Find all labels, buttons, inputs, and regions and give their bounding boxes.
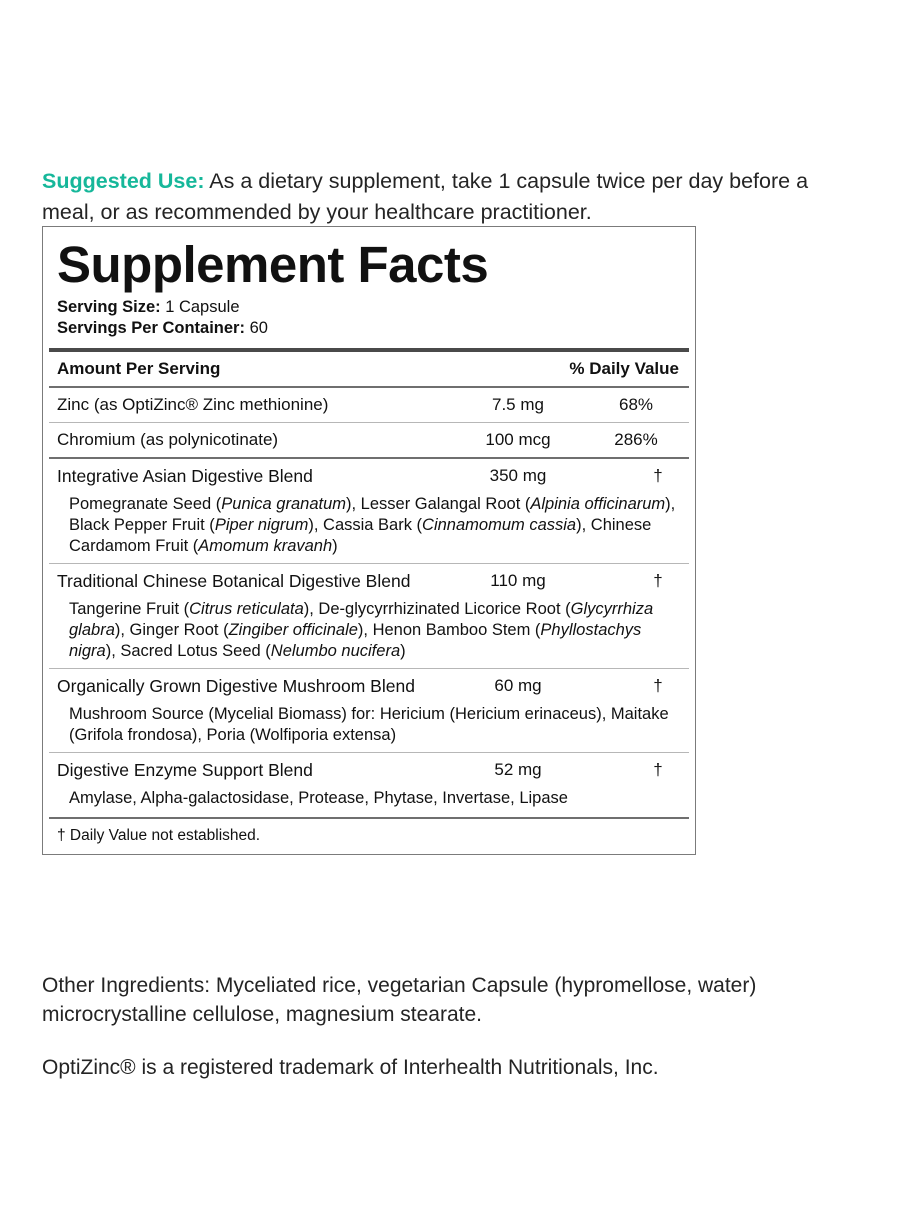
blend-ingredients: Pomegranate Seed (Punica granatum), Lesser Galangal Root (Alpinia officinarum), Black Pepper Fruit (Piper nigrum), Cassia Bark (Cinnamomum cassia), Chinese Cardamom Fruit (Amomum kravanh) [69, 495, 676, 555]
blend-amount: 60 mg [494, 676, 542, 695]
other-ingredients-paragraph [42, 971, 872, 1029]
servings-per-container-value: 60 [244, 319, 268, 337]
nutrient-daily-value: 68% [618, 395, 654, 414]
blend-name: Digestive Enzyme Support Blend [57, 760, 313, 780]
supplement-facts-panel [42, 226, 696, 855]
servings-per-container-label: Servings Per Container: [57, 319, 245, 337]
blend-ingredients: Tangerine Fruit (Citrus reticulata), De-glycyrrhizinated Licorice Root (Glycyrrhiza glabra), Ginger Root (Zingiber officinale), Henon Bamboo Stem (Phyllostachys nigra), Sacred Lotus Seed (Nelumbo nucifera) [69, 600, 654, 660]
nutrient-daily-value: 286% [614, 430, 658, 449]
blend-daily-value: † [653, 760, 663, 779]
table-row [43, 459, 695, 494]
nutrient-amount: 7.5 mg [492, 395, 544, 414]
blend-name: Traditional Chinese Botanical Digestive Blend [57, 571, 411, 591]
blend-name: Organically Grown Digestive Mushroom Blend [57, 676, 415, 696]
daily-value-footnote: † Daily Value not established. [57, 827, 261, 844]
nutrient-name: Zinc (as OptiZinc® Zinc methionine) [57, 395, 329, 414]
blend-name: Integrative Asian Digestive Blend [57, 466, 313, 486]
table-row [43, 423, 695, 457]
panel-title: Supplement Facts [57, 236, 489, 293]
nutrient-name: Chromium (as polynicotinate) [57, 430, 279, 449]
other-ingredients-label: Other Ingredients: [42, 974, 211, 997]
daily-value-header: % Daily Value [569, 359, 679, 378]
table-row [43, 564, 695, 599]
blend-amount: 350 mg [489, 466, 547, 485]
table-row [43, 753, 695, 788]
suggested-use-paragraph [42, 166, 842, 228]
serving-size-label: Serving Size: [57, 298, 161, 316]
trademark-note: OptiZinc® is a registered trademark of Interhealth Nutritionals, Inc. [42, 1056, 659, 1079]
other-ingredients-text: Myceliated rice, vegetarian Capsule (hypromellose, water) microcrystalline cellulose, magnesium stearate. [42, 974, 757, 1026]
serving-size-line [57, 297, 695, 318]
serving-size-value: 1 Capsule [160, 298, 240, 316]
nutrient-amount: 100 mcg [485, 430, 551, 449]
blend-daily-value: † [653, 676, 663, 695]
table-row [43, 388, 695, 422]
table-row [43, 669, 695, 704]
blend-ingredients: Mushroom Source (Mycelial Biomass) for: Hericium (Hericium erinaceus), Maitake (Grifola frondosa), Poria (Wolfiporia extensa) [69, 705, 669, 744]
blend-ingredients: Amylase, Alpha-galactosidase, Protease, Phytase, Invertase, Lipase [69, 789, 568, 807]
column-headers [43, 352, 695, 386]
blend-daily-value: † [653, 571, 663, 590]
blend-amount: 110 mg [490, 571, 546, 590]
amount-per-serving-header: Amount Per Serving [57, 359, 221, 378]
blend-daily-value: † [653, 466, 663, 485]
servings-per-container-line [57, 318, 695, 339]
blend-amount: 52 mg [494, 760, 542, 779]
suggested-use-label: Suggested Use: [42, 168, 205, 193]
serving-info [43, 297, 695, 348]
suggested-use-text: As a dietary supplement, take 1 capsule twice per day before a meal, or as recommended by your healthcare practitioner. [42, 168, 809, 224]
